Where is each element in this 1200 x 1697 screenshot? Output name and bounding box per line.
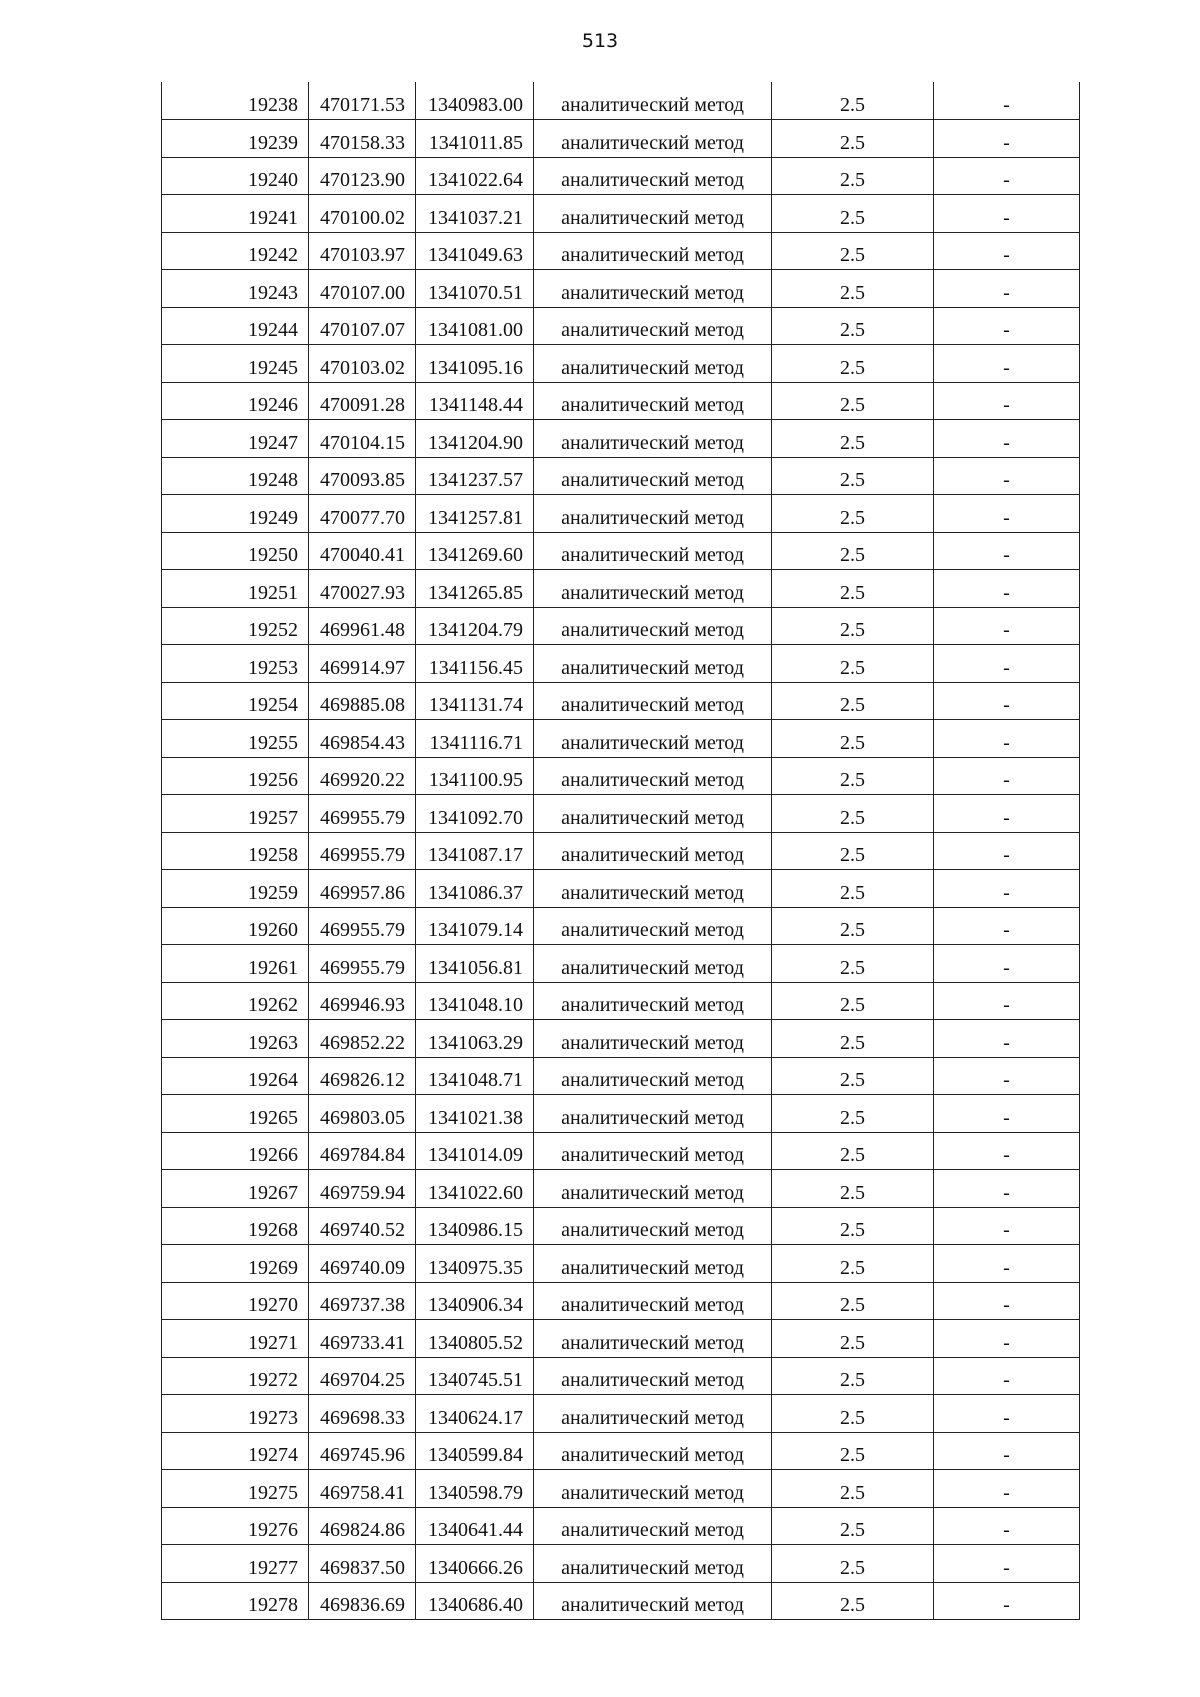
y-coordinate-cell: 1341081.00 <box>416 307 534 345</box>
y-coordinate-cell: 1340624.17 <box>416 1395 534 1433</box>
method-cell: аналитический метод <box>534 1282 772 1320</box>
accuracy-cell: 2.5 <box>772 270 934 308</box>
accuracy-cell: 2.5 <box>772 1170 934 1208</box>
point-number-cell: 19265 <box>162 1095 309 1133</box>
note-cell: - <box>934 607 1080 645</box>
coordinates-table-body <box>162 82 1080 1620</box>
point-number-cell: 19252 <box>162 607 309 645</box>
x-coordinate-cell: 470104.15 <box>309 420 416 458</box>
x-coordinate-cell: 469745.96 <box>309 1432 416 1470</box>
method-cell: аналитический метод <box>534 795 772 833</box>
table-row <box>162 382 1080 420</box>
table-row <box>162 1582 1080 1620</box>
y-coordinate-cell: 1341092.70 <box>416 795 534 833</box>
method-cell: аналитический метод <box>534 870 772 908</box>
accuracy-cell: 2.5 <box>772 382 934 420</box>
accuracy-cell: 2.5 <box>772 1057 934 1095</box>
y-coordinate-cell: 1341148.44 <box>416 382 534 420</box>
table-row <box>162 1170 1080 1208</box>
x-coordinate-cell: 469885.08 <box>309 682 416 720</box>
y-coordinate-cell: 1340666.26 <box>416 1545 534 1583</box>
accuracy-cell: 2.5 <box>772 1395 934 1433</box>
table-row <box>162 945 1080 983</box>
x-coordinate-cell: 469836.69 <box>309 1582 416 1620</box>
table-row <box>162 1545 1080 1583</box>
y-coordinate-cell: 1341095.16 <box>416 345 534 383</box>
point-number-cell: 19269 <box>162 1245 309 1283</box>
note-cell: - <box>934 1432 1080 1470</box>
point-number-cell: 19264 <box>162 1057 309 1095</box>
note-cell: - <box>934 495 1080 533</box>
point-number-cell: 19266 <box>162 1132 309 1170</box>
method-cell: аналитический метод <box>534 1095 772 1133</box>
x-coordinate-cell: 470103.02 <box>309 345 416 383</box>
x-coordinate-cell: 469824.86 <box>309 1507 416 1545</box>
x-coordinate-cell: 469803.05 <box>309 1095 416 1133</box>
note-cell: - <box>934 645 1080 683</box>
accuracy-cell: 2.5 <box>772 1320 934 1358</box>
accuracy-cell: 2.5 <box>772 345 934 383</box>
table-row <box>162 120 1080 158</box>
note-cell: - <box>934 1357 1080 1395</box>
table-row <box>162 1357 1080 1395</box>
y-coordinate-cell: 1341131.74 <box>416 682 534 720</box>
point-number-cell: 19273 <box>162 1395 309 1433</box>
x-coordinate-cell: 469957.86 <box>309 870 416 908</box>
x-coordinate-cell: 469826.12 <box>309 1057 416 1095</box>
method-cell: аналитический метод <box>534 832 772 870</box>
method-cell: аналитический метод <box>534 1432 772 1470</box>
table-row <box>162 570 1080 608</box>
x-coordinate-cell: 470077.70 <box>309 495 416 533</box>
x-coordinate-cell: 469955.79 <box>309 795 416 833</box>
x-coordinate-cell: 469784.84 <box>309 1132 416 1170</box>
y-coordinate-cell: 1341100.95 <box>416 757 534 795</box>
point-number-cell: 19277 <box>162 1545 309 1583</box>
note-cell: - <box>934 157 1080 195</box>
accuracy-cell: 2.5 <box>772 1245 934 1283</box>
x-coordinate-cell: 469955.79 <box>309 832 416 870</box>
point-number-cell: 19239 <box>162 120 309 158</box>
table-row <box>162 532 1080 570</box>
note-cell: - <box>934 1320 1080 1358</box>
accuracy-cell: 2.5 <box>772 1545 934 1583</box>
x-coordinate-cell: 470123.90 <box>309 157 416 195</box>
accuracy-cell: 2.5 <box>772 195 934 233</box>
x-coordinate-cell: 469759.94 <box>309 1170 416 1208</box>
y-coordinate-cell: 1340805.52 <box>416 1320 534 1358</box>
table-row <box>162 607 1080 645</box>
method-cell: аналитический метод <box>534 1357 772 1395</box>
point-number-cell: 19250 <box>162 532 309 570</box>
method-cell: аналитический метод <box>534 982 772 1020</box>
note-cell: - <box>934 1207 1080 1245</box>
point-number-cell: 19243 <box>162 270 309 308</box>
y-coordinate-cell: 1341257.81 <box>416 495 534 533</box>
accuracy-cell: 2.5 <box>772 1132 934 1170</box>
point-number-cell: 19274 <box>162 1432 309 1470</box>
note-cell: - <box>934 457 1080 495</box>
y-coordinate-cell: 1340641.44 <box>416 1507 534 1545</box>
accuracy-cell: 2.5 <box>772 570 934 608</box>
x-coordinate-cell: 469698.33 <box>309 1395 416 1433</box>
accuracy-cell: 2.5 <box>772 645 934 683</box>
table-row <box>162 1245 1080 1283</box>
note-cell: - <box>934 382 1080 420</box>
x-coordinate-cell: 469740.09 <box>309 1245 416 1283</box>
y-coordinate-cell: 1341070.51 <box>416 270 534 308</box>
method-cell: аналитический метод <box>534 307 772 345</box>
x-coordinate-cell: 469733.41 <box>309 1320 416 1358</box>
y-coordinate-cell: 1341269.60 <box>416 532 534 570</box>
table-row <box>162 307 1080 345</box>
x-coordinate-cell: 469854.43 <box>309 720 416 758</box>
note-cell: - <box>934 982 1080 1020</box>
y-coordinate-cell: 1340975.35 <box>416 1245 534 1283</box>
note-cell: - <box>934 1057 1080 1095</box>
x-coordinate-cell: 469946.93 <box>309 982 416 1020</box>
note-cell: - <box>934 232 1080 270</box>
accuracy-cell: 2.5 <box>772 795 934 833</box>
point-number-cell: 19268 <box>162 1207 309 1245</box>
x-coordinate-cell: 469920.22 <box>309 757 416 795</box>
y-coordinate-cell: 1340598.79 <box>416 1470 534 1508</box>
y-coordinate-cell: 1341265.85 <box>416 570 534 608</box>
point-number-cell: 19251 <box>162 570 309 608</box>
y-coordinate-cell: 1341116.71 <box>416 720 534 758</box>
method-cell: аналитический метод <box>534 232 772 270</box>
x-coordinate-cell: 470093.85 <box>309 457 416 495</box>
method-cell: аналитический метод <box>534 1395 772 1433</box>
table-row <box>162 1132 1080 1170</box>
table-row <box>162 1395 1080 1433</box>
point-number-cell: 19271 <box>162 1320 309 1358</box>
point-number-cell: 19255 <box>162 720 309 758</box>
note-cell: - <box>934 1470 1080 1508</box>
note-cell: - <box>934 345 1080 383</box>
method-cell: аналитический метод <box>534 495 772 533</box>
accuracy-cell: 2.5 <box>772 607 934 645</box>
y-coordinate-cell: 1341204.90 <box>416 420 534 458</box>
y-coordinate-cell: 1341087.17 <box>416 832 534 870</box>
note-cell: - <box>934 1132 1080 1170</box>
table-row <box>162 270 1080 308</box>
point-number-cell: 19244 <box>162 307 309 345</box>
note-cell: - <box>934 720 1080 758</box>
accuracy-cell: 2.5 <box>772 1507 934 1545</box>
x-coordinate-cell: 469758.41 <box>309 1470 416 1508</box>
x-coordinate-cell: 469737.38 <box>309 1282 416 1320</box>
table-row <box>162 982 1080 1020</box>
table-row <box>162 795 1080 833</box>
note-cell: - <box>934 757 1080 795</box>
point-number-cell: 19242 <box>162 232 309 270</box>
table-row <box>162 720 1080 758</box>
x-coordinate-cell: 470107.07 <box>309 307 416 345</box>
note-cell: - <box>934 832 1080 870</box>
accuracy-cell: 2.5 <box>772 1582 934 1620</box>
table-row <box>162 1432 1080 1470</box>
note-cell: - <box>934 945 1080 983</box>
accuracy-cell: 2.5 <box>772 1207 934 1245</box>
method-cell: аналитический метод <box>534 420 772 458</box>
point-number-cell: 19278 <box>162 1582 309 1620</box>
x-coordinate-cell: 469740.52 <box>309 1207 416 1245</box>
y-coordinate-cell: 1341014.09 <box>416 1132 534 1170</box>
y-coordinate-cell: 1341011.85 <box>416 120 534 158</box>
accuracy-cell: 2.5 <box>772 832 934 870</box>
note-cell: - <box>934 870 1080 908</box>
point-number-cell: 19246 <box>162 382 309 420</box>
y-coordinate-cell: 1340686.40 <box>416 1582 534 1620</box>
method-cell: аналитический метод <box>534 1057 772 1095</box>
point-number-cell: 19272 <box>162 1357 309 1395</box>
table-row <box>162 157 1080 195</box>
method-cell: аналитический метод <box>534 457 772 495</box>
accuracy-cell: 2.5 <box>772 157 934 195</box>
table-row <box>162 645 1080 683</box>
accuracy-cell: 2.5 <box>772 495 934 533</box>
accuracy-cell: 2.5 <box>772 420 934 458</box>
table-row <box>162 420 1080 458</box>
accuracy-cell: 2.5 <box>772 82 934 120</box>
method-cell: аналитический метод <box>534 157 772 195</box>
x-coordinate-cell: 470171.53 <box>309 82 416 120</box>
y-coordinate-cell: 1341079.14 <box>416 907 534 945</box>
point-number-cell: 19241 <box>162 195 309 233</box>
point-number-cell: 19240 <box>162 157 309 195</box>
method-cell: аналитический метод <box>534 1132 772 1170</box>
y-coordinate-cell: 1341037.21 <box>416 195 534 233</box>
note-cell: - <box>934 907 1080 945</box>
note-cell: - <box>934 1020 1080 1058</box>
method-cell: аналитический метод <box>534 1320 772 1358</box>
accuracy-cell: 2.5 <box>772 945 934 983</box>
point-number-cell: 19238 <box>162 82 309 120</box>
y-coordinate-cell: 1341049.63 <box>416 232 534 270</box>
note-cell: - <box>934 120 1080 158</box>
x-coordinate-cell: 470158.33 <box>309 120 416 158</box>
x-coordinate-cell: 469704.25 <box>309 1357 416 1395</box>
method-cell: аналитический метод <box>534 1207 772 1245</box>
accuracy-cell: 2.5 <box>772 1282 934 1320</box>
method-cell: аналитический метод <box>534 382 772 420</box>
x-coordinate-cell: 470107.00 <box>309 270 416 308</box>
y-coordinate-cell: 1340745.51 <box>416 1357 534 1395</box>
x-coordinate-cell: 469955.79 <box>309 945 416 983</box>
point-number-cell: 19256 <box>162 757 309 795</box>
note-cell: - <box>934 1245 1080 1283</box>
point-number-cell: 19258 <box>162 832 309 870</box>
point-number-cell: 19267 <box>162 1170 309 1208</box>
method-cell: аналитический метод <box>534 645 772 683</box>
note-cell: - <box>934 1507 1080 1545</box>
y-coordinate-cell: 1341086.37 <box>416 870 534 908</box>
accuracy-cell: 2.5 <box>772 307 934 345</box>
accuracy-cell: 2.5 <box>772 1020 934 1058</box>
method-cell: аналитический метод <box>534 682 772 720</box>
x-coordinate-cell: 469955.79 <box>309 907 416 945</box>
x-coordinate-cell: 470100.02 <box>309 195 416 233</box>
note-cell: - <box>934 1582 1080 1620</box>
method-cell: аналитический метод <box>534 1582 772 1620</box>
accuracy-cell: 2.5 <box>772 1470 934 1508</box>
method-cell: аналитический метод <box>534 532 772 570</box>
x-coordinate-cell: 470103.97 <box>309 232 416 270</box>
note-cell: - <box>934 1282 1080 1320</box>
y-coordinate-cell: 1341237.57 <box>416 457 534 495</box>
accuracy-cell: 2.5 <box>772 532 934 570</box>
table-row <box>162 1020 1080 1058</box>
method-cell: аналитический метод <box>534 1020 772 1058</box>
table-row <box>162 1207 1080 1245</box>
method-cell: аналитический метод <box>534 757 772 795</box>
table-row <box>162 907 1080 945</box>
point-number-cell: 19259 <box>162 870 309 908</box>
table-row <box>162 457 1080 495</box>
accuracy-cell: 2.5 <box>772 1095 934 1133</box>
y-coordinate-cell: 1341048.10 <box>416 982 534 1020</box>
method-cell: аналитический метод <box>534 945 772 983</box>
y-coordinate-cell: 1341022.64 <box>416 157 534 195</box>
note-cell: - <box>934 682 1080 720</box>
point-number-cell: 19275 <box>162 1470 309 1508</box>
x-coordinate-cell: 470027.93 <box>309 570 416 608</box>
table-row <box>162 82 1080 120</box>
method-cell: аналитический метод <box>534 270 772 308</box>
note-cell: - <box>934 82 1080 120</box>
y-coordinate-cell: 1341204.79 <box>416 607 534 645</box>
x-coordinate-cell: 469914.97 <box>309 645 416 683</box>
point-number-cell: 19257 <box>162 795 309 833</box>
accuracy-cell: 2.5 <box>772 720 934 758</box>
accuracy-cell: 2.5 <box>772 457 934 495</box>
accuracy-cell: 2.5 <box>772 907 934 945</box>
point-number-cell: 19260 <box>162 907 309 945</box>
note-cell: - <box>934 1170 1080 1208</box>
table-row <box>162 832 1080 870</box>
accuracy-cell: 2.5 <box>772 682 934 720</box>
method-cell: аналитический метод <box>534 1470 772 1508</box>
accuracy-cell: 2.5 <box>772 982 934 1020</box>
y-coordinate-cell: 1340599.84 <box>416 1432 534 1470</box>
point-number-cell: 19247 <box>162 420 309 458</box>
note-cell: - <box>934 420 1080 458</box>
y-coordinate-cell: 1341056.81 <box>416 945 534 983</box>
method-cell: аналитический метод <box>534 1170 772 1208</box>
point-number-cell: 19245 <box>162 345 309 383</box>
note-cell: - <box>934 1545 1080 1583</box>
note-cell: - <box>934 532 1080 570</box>
accuracy-cell: 2.5 <box>772 757 934 795</box>
point-number-cell: 19270 <box>162 1282 309 1320</box>
method-cell: аналитический метод <box>534 907 772 945</box>
page-number: 513 <box>581 30 619 52</box>
point-number-cell: 19249 <box>162 495 309 533</box>
coordinates-table <box>161 82 1080 1620</box>
y-coordinate-cell: 1340906.34 <box>416 1282 534 1320</box>
y-coordinate-cell: 1340983.00 <box>416 82 534 120</box>
method-cell: аналитический метод <box>534 1507 772 1545</box>
table-row <box>162 195 1080 233</box>
table-row <box>162 232 1080 270</box>
accuracy-cell: 2.5 <box>772 1357 934 1395</box>
table-row <box>162 1470 1080 1508</box>
x-coordinate-cell: 469837.50 <box>309 1545 416 1583</box>
table-row <box>162 1057 1080 1095</box>
point-number-cell: 19262 <box>162 982 309 1020</box>
note-cell: - <box>934 795 1080 833</box>
table-row <box>162 345 1080 383</box>
x-coordinate-cell: 469961.48 <box>309 607 416 645</box>
note-cell: - <box>934 195 1080 233</box>
table-row <box>162 1507 1080 1545</box>
table-row <box>162 1095 1080 1133</box>
y-coordinate-cell: 1341021.38 <box>416 1095 534 1133</box>
x-coordinate-cell: 470040.41 <box>309 532 416 570</box>
table-row <box>162 495 1080 533</box>
method-cell: аналитический метод <box>534 720 772 758</box>
y-coordinate-cell: 1341048.71 <box>416 1057 534 1095</box>
note-cell: - <box>934 270 1080 308</box>
note-cell: - <box>934 570 1080 608</box>
method-cell: аналитический метод <box>534 345 772 383</box>
point-number-cell: 19276 <box>162 1507 309 1545</box>
point-number-cell: 19253 <box>162 645 309 683</box>
accuracy-cell: 2.5 <box>772 870 934 908</box>
x-coordinate-cell: 469852.22 <box>309 1020 416 1058</box>
x-coordinate-cell: 470091.28 <box>309 382 416 420</box>
table-row <box>162 682 1080 720</box>
point-number-cell: 19261 <box>162 945 309 983</box>
accuracy-cell: 2.5 <box>772 120 934 158</box>
note-cell: - <box>934 1095 1080 1133</box>
method-cell: аналитический метод <box>534 1245 772 1283</box>
accuracy-cell: 2.5 <box>772 232 934 270</box>
method-cell: аналитический метод <box>534 120 772 158</box>
method-cell: аналитический метод <box>534 195 772 233</box>
table-row <box>162 1282 1080 1320</box>
point-number-cell: 19263 <box>162 1020 309 1058</box>
accuracy-cell: 2.5 <box>772 1432 934 1470</box>
method-cell: аналитический метод <box>534 570 772 608</box>
point-number-cell: 19248 <box>162 457 309 495</box>
method-cell: аналитический метод <box>534 1545 772 1583</box>
table-row <box>162 757 1080 795</box>
note-cell: - <box>934 1395 1080 1433</box>
method-cell: аналитический метод <box>534 82 772 120</box>
method-cell: аналитический метод <box>534 607 772 645</box>
table-row <box>162 870 1080 908</box>
note-cell: - <box>934 307 1080 345</box>
y-coordinate-cell: 1341022.60 <box>416 1170 534 1208</box>
y-coordinate-cell: 1341156.45 <box>416 645 534 683</box>
y-coordinate-cell: 1341063.29 <box>416 1020 534 1058</box>
point-number-cell: 19254 <box>162 682 309 720</box>
y-coordinate-cell: 1340986.15 <box>416 1207 534 1245</box>
table-row <box>162 1320 1080 1358</box>
